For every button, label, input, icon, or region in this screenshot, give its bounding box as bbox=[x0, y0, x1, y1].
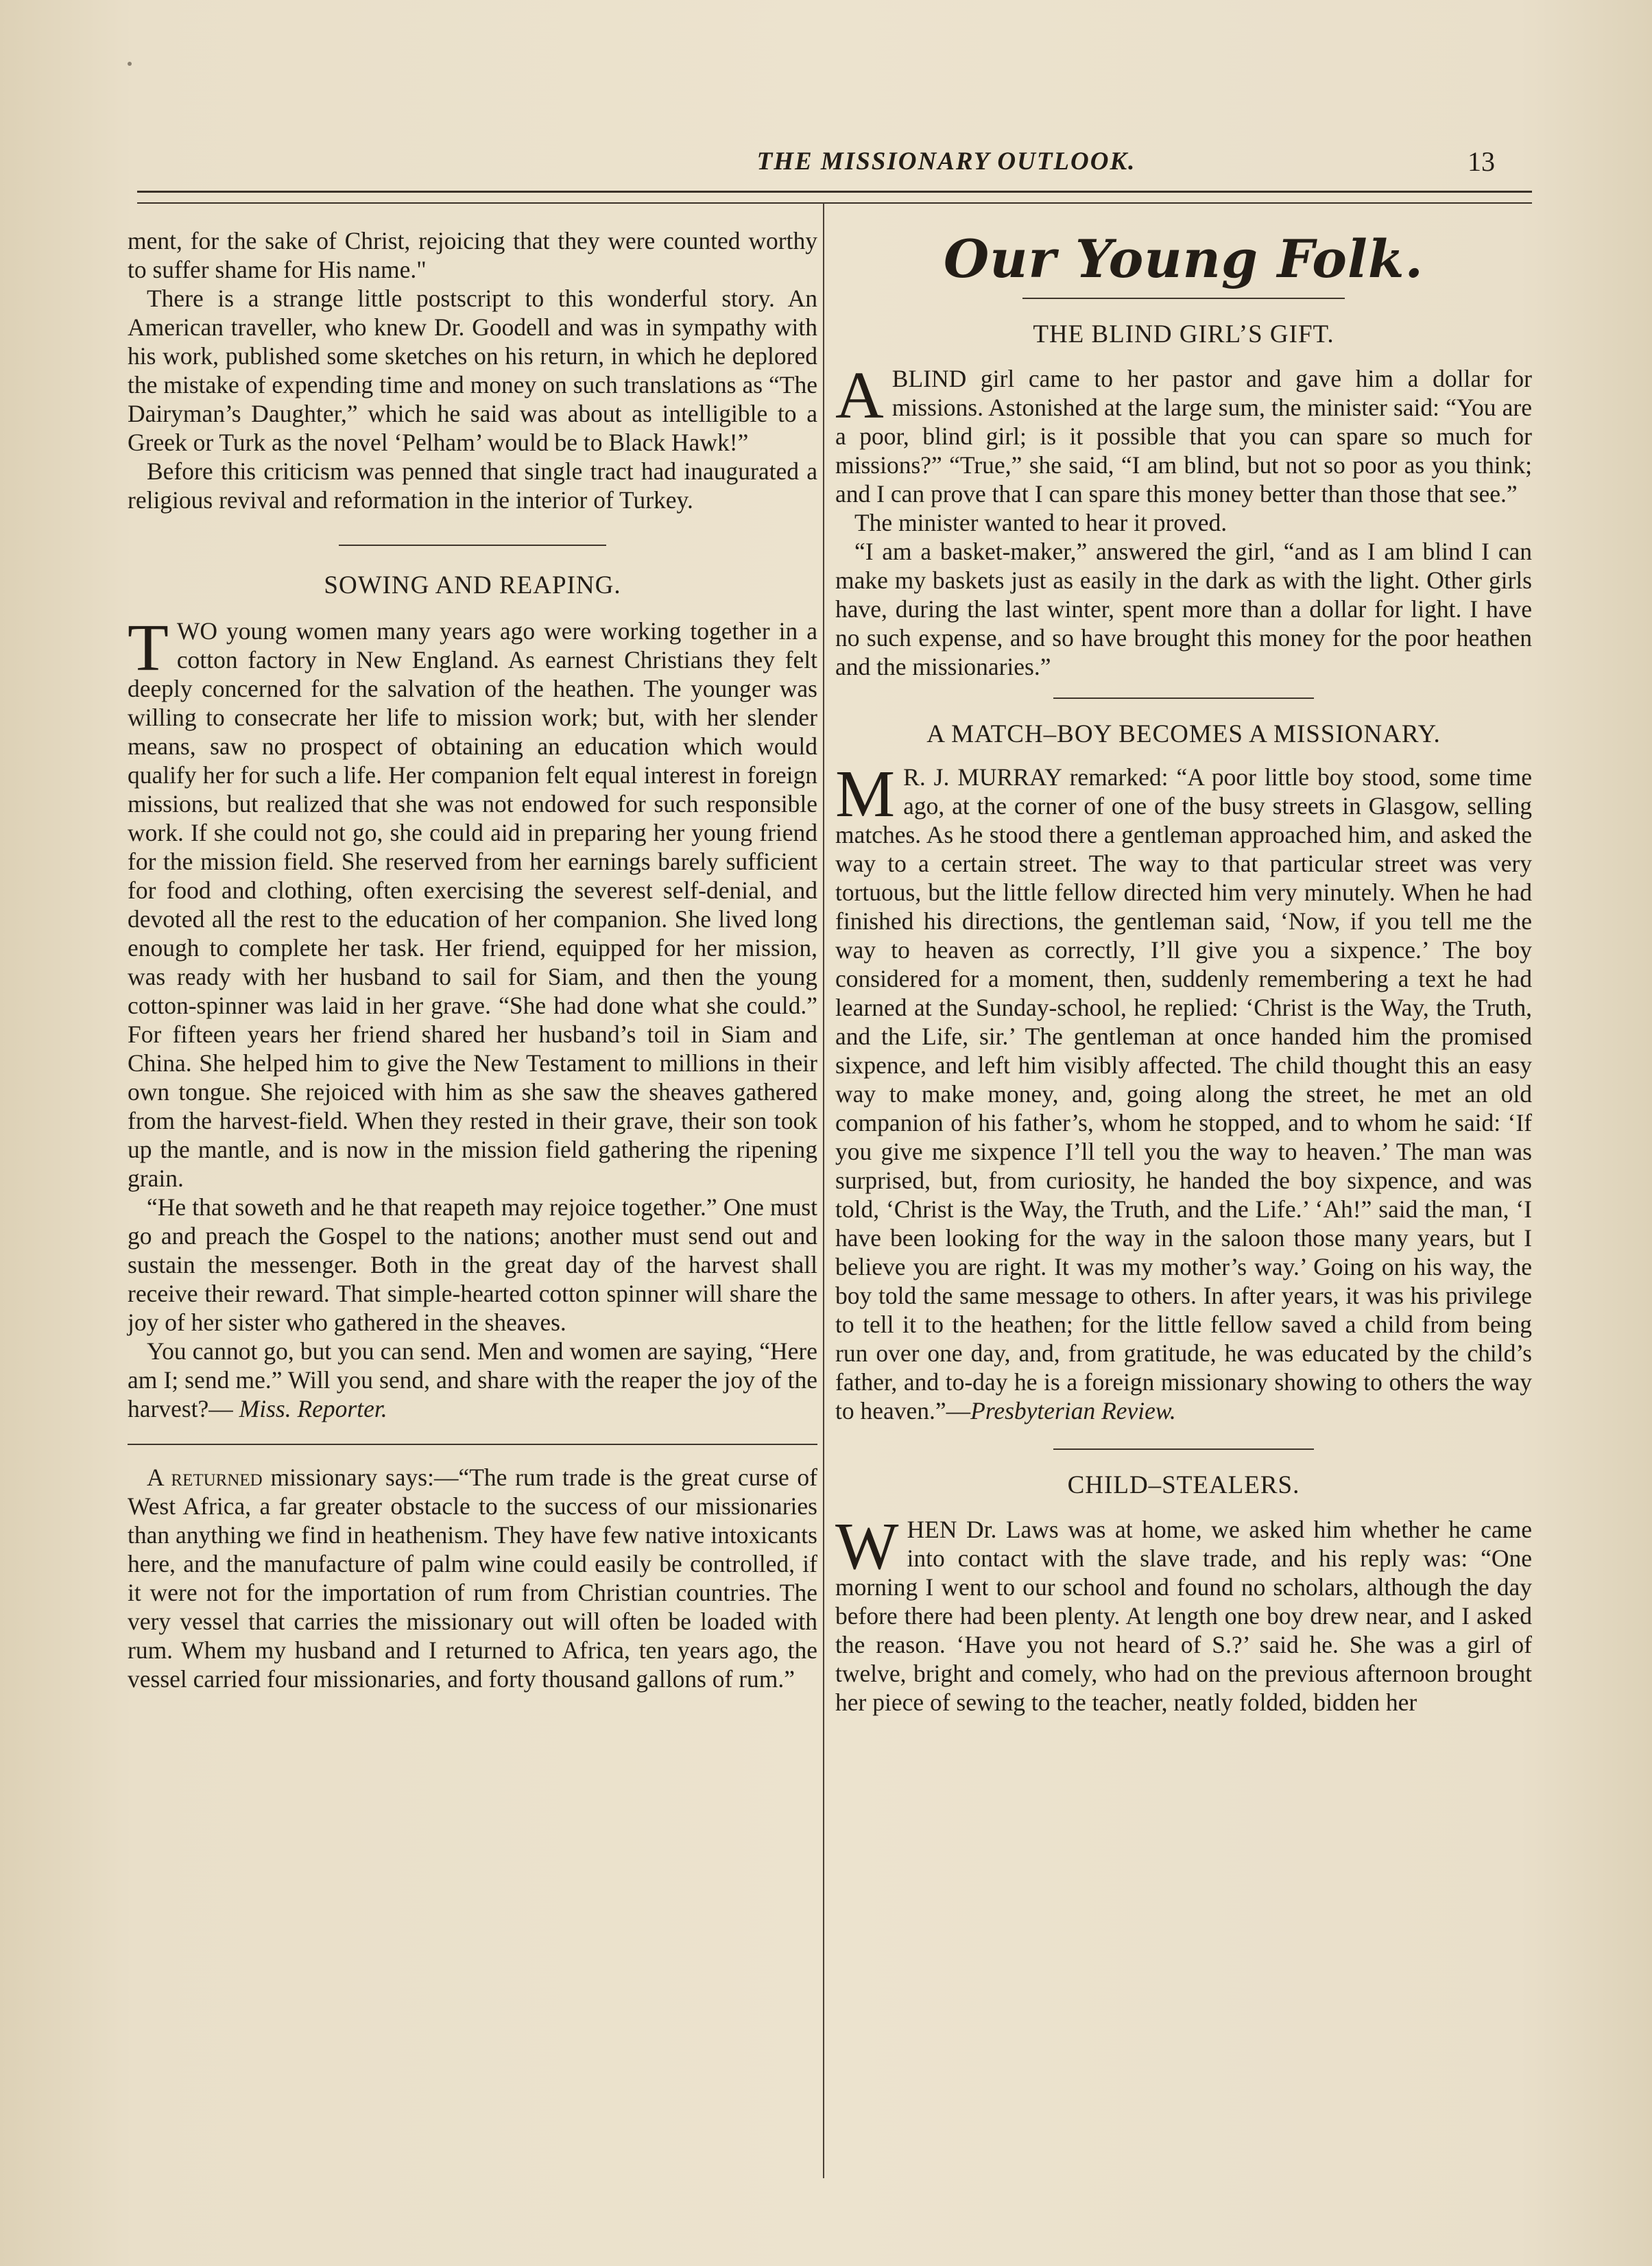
ink-speck bbox=[128, 62, 132, 66]
dropcap-m: M bbox=[835, 757, 896, 831]
left-column bbox=[128, 226, 817, 1693]
section-rule bbox=[1053, 1448, 1314, 1450]
source-citation: Presbyterian Review. bbox=[970, 1397, 1176, 1424]
blind-girl-minister: The minister wanted to hear it proved. bbox=[854, 509, 1228, 536]
journal-title: THE MISSIONARY OUTLOOK. bbox=[756, 147, 1136, 176]
match-boy-text: R. J. MURRAY remarked: “A poor little boy stood, some time ago, at the corner of one of the busy streets in Glasgow, selling matches. As he stood there a gentleman approached him, and asked the way to a certain street. The way to that particular street was very tortuous, but the little fellow directed him very minutely. When he had finished his directions, the gentleman said, ‘Now, if you tell me the way to heaven as correctly, I’ll give you a sixpence.’ The boy considered for a moment, then, suddenly remembering a text he had learned at the Sunday-school, he replied: ‘Christ is the Way, the Truth, and the Life, sir.’ The gentleman at once handed him the promised sixpence, and left him visibly affected. The child thought this an easy way to make money, and, going along the street, he met an old companion of his father’s, whom he stopped, and to whom he said: ‘If you give me sixpence I’ll tell you the way to heaven.’ The man was surprised, but, from curiosity, he handed the boy sixpence, and was told, ‘Christ is the Way, the Truth, and the Life.’ ‘Ah!” said the man, ‘I have been looking for the way in the saloon those many years, but I believe you are right. It was my mother’s way.’ Going on his way, the boy told the same message to others. In after years, it was his privilege to tell it to the heathen; for the little fellow saved a child from being run over one day, and, from gratitude, he was educated by the child’s father, and to-day he is a foreign missionary showing to others the way to heaven.”— bbox=[835, 763, 1532, 1424]
sowing-reaping-scripture: “He that soweth and he that reapeth may rejoice together.” One must go and preach the Gospel to the nations; another must send out and sustain the messenger. Both in the great day of the harvest shall receive their reward. That simple-hearted cotton spinner will share the joy of her sister who gathered in the sheaves. bbox=[128, 1193, 817, 1336]
sowing-reaping-title: SOWING AND REAPING. bbox=[324, 571, 621, 599]
running-head bbox=[137, 147, 1522, 188]
section-rule bbox=[128, 1444, 817, 1445]
sowing-reaping-body bbox=[128, 611, 817, 1193]
section-rule bbox=[339, 545, 606, 546]
postscript-paragraph: There is a strange little postscript to this wonderful story. An American traveller, who knew Dr. Goodell and was in sympathy with his work, published some sketches on his return, in which he deplored the mistake of expending time and money on such translations as “The Dairyman’s Daughter,” which he said was about as intelligible to a Greek or Turk as the novel ‘Pelham’ would be to Black Hawk!” bbox=[128, 285, 817, 456]
sowing-reaping-text: WO young women many years ago were working together in a cotton factory in New England. As earnest Christians they felt deeply concerned for the salvation of the heathen. The younger was willing to consecrate her life to mission work; but, with her slender means, saw no prospect of obtaining an education which would qualify her for such a life. Her companion felt equal interest in foreign missions, but realized that she was not endowed for such responsible work. If she could not go, she could aid in preparing her young friend for the mission field. She reserved from her earnings barely sufficient for food and clothing, often exercising the severest self-denial, and devoted all the rest to the education of her companion. She lived long enough to complete her task. Her friend, equipped for her mission, was ready with her husband to sail for Siam, and then the young cotton-spinner was laid in her grave. “She had done what she could.” For fifteen years her friend shared her husband’s toil in Siam and China. She helped him to give the New Testament to millions in their own tongue. She rejoiced with him as she saw the sheaves gathered from the harvest-field. When they rested in their grave, their son took up the mantle, and is now in the mission field gathering the ripening grain. bbox=[128, 617, 817, 1192]
returned-text: missionary says:—“The rum trade is the great curse of West Africa, a far greater obstacle to the success of our missionaries than anything we find in heathenism. They have few native intoxicants here, and the manufacture of palm wine could easily be controlled, if it were not for the importation of rum from Christian countries. The very vessel that carries the missionary out will often be loaded with rum. Whem my husband and I returned to Africa, ten years ago, the vessel carried four missionaries, and forty thousand gallons of rum.” bbox=[128, 1464, 817, 1693]
source-citation: Miss. Reporter. bbox=[239, 1395, 387, 1422]
returned-missionary-paragraph bbox=[128, 1463, 817, 1693]
lead-letter: A bbox=[147, 1464, 163, 1491]
closing-text: You cannot go, but you can send. Men and women are saying, “Here am I; send me.” Will you send, and share with the reaper the joy of the harvest?— bbox=[128, 1337, 817, 1422]
blind-girl-title: THE BLIND GIRL’S GIFT. bbox=[1033, 320, 1334, 348]
continued-paragraph: ment, for the sake of Christ, rejoicing that they were counted worthy to suffer shame for His name." bbox=[128, 227, 817, 283]
smallcaps-word: returned bbox=[171, 1464, 263, 1491]
sowing-reaping-closing bbox=[128, 1337, 817, 1423]
dropcap-a: A bbox=[835, 359, 884, 433]
column-divider bbox=[823, 203, 824, 2178]
criticism-paragraph: Before this criticism was penned that single tract had inaugurated a religious revival and reformation in the interior of Turkey. bbox=[128, 457, 817, 514]
blind-girl-answer: “I am a basket-maker,” answered the girl, “and as I am blind I can make my baskets just as easily in the dark as with the light. Other girls have, during the last winter, spent more than a dollar for light. I have no such expense, and so have brought this money for the poor heathen and the missionaries.” bbox=[835, 538, 1532, 680]
page-number: 13 bbox=[1468, 146, 1495, 177]
child-stealers-title: CHILD–STEALERS. bbox=[1067, 1471, 1300, 1499]
section-rule bbox=[1053, 697, 1314, 699]
match-boy-body bbox=[835, 757, 1532, 1425]
dropcap-t: T bbox=[128, 611, 169, 685]
child-stealers-text: HEN Dr. Laws was at home, we asked him whether he came into contact with the slave trade, and his reply was: “One morning I went to our school and found no scholars, although the day before there had been plenty. At length one boy drew near, and I asked the reason. ‘Have you not heard of S.?’ said he. She was a girl of twelve, bright and comely, who had on the previous afternoon brought her piece of sewing to the teacher, neatly folded, bidden her bbox=[835, 1516, 1532, 1716]
blind-girl-body bbox=[835, 359, 1532, 508]
section-rule bbox=[1022, 298, 1345, 299]
child-stealers-body bbox=[835, 1510, 1532, 1717]
blind-girl-text: BLIND girl came to her pastor and gave him a dollar for missions. Astonished at the large sum, the minister said: “You are a poor, blind girl; is it possible that you can spare so much for missions?” “True,” she said, “I am blind, but not so poor as you think; and I can prove that I can spare this money better than those that see.” bbox=[835, 365, 1532, 508]
right-column bbox=[835, 226, 1532, 1717]
match-boy-title: A MATCH–BOY BECOMES A MISSIONARY. bbox=[926, 720, 1441, 748]
young-folk-heading: Our Young Folk. bbox=[944, 228, 1424, 289]
header-double-rule bbox=[137, 191, 1532, 204]
dropcap-w: W bbox=[835, 1510, 899, 1584]
